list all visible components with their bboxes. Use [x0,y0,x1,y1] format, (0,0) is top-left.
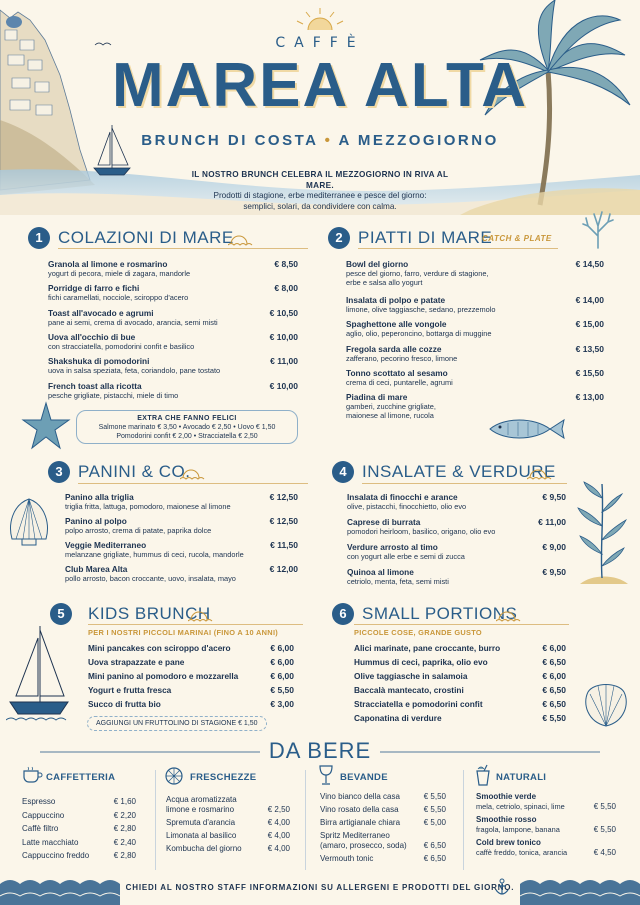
item-name: Succo di frutta bio [88,699,161,709]
shell-icon [6,495,52,555]
item-name: Uova strapazzate e pane [88,657,185,667]
section-title-piatti: PIATTI DI MARE [358,228,493,247]
drink-description: mela, cetriolo, spinaci, lime [476,801,565,811]
menu-item [346,368,453,387]
item-name: Quinoa al limone [347,567,414,577]
item-description: crema di ceci, puntarelle, agrumi [346,377,453,387]
drink-price: € 4,50 [593,847,616,857]
drink-name: Latte macchiato [22,837,79,847]
drinks-divider [463,770,464,870]
item-description: pesce del giorno, farro, verdure di stagione, [346,269,489,278]
drinks-title: DA BERE [268,738,372,763]
item-description: pesche grigliate, pistacchi, miele di timo [48,390,179,400]
drink-name: Limonata al basilico [166,830,237,840]
coffee-cup-icon [22,766,44,784]
item-name: Mini pancakes con sciroppo d'acero [88,643,231,653]
fish-icon [484,415,566,443]
page-title: MAREA ALTA [111,51,529,120]
intro-line-2: Prodotti di stagione, erbe mediterranee e pesce del giorno: [213,191,427,200]
item-description: yogurt di pecora, miele di zagara, mandorle [48,269,191,278]
item-price: € 3,00 [270,699,294,709]
item-price: € 12,50 [269,492,298,502]
menu-item [65,564,236,583]
item-price: € 15,00 [575,319,604,330]
drink-name: Spremuta d'arancia [166,817,236,827]
wave-sun-icon [527,466,553,480]
drink-name: Acqua aromatizzata [166,795,237,804]
item-name: Hummus di ceci, paprika, olio evo [354,657,488,667]
drink-price: € 4,00 [267,817,290,827]
item-name: Caprese di burrata [347,517,421,527]
menu-item [48,283,188,302]
drink-price: € 1,60 [113,797,136,806]
scallop-shell-icon [580,678,632,730]
item-description: fichi caramellati, nocciole, sciroppo d'acero [48,293,189,303]
section-number-4: 4 [332,461,354,483]
wave-sun-icon [228,232,254,246]
section-rule [78,483,308,484]
drink-price: € 5,50 [593,824,616,834]
item-description: pollo arrosto, bacon croccante, uovo, insalata, mayo [65,574,236,583]
item-name: Insalata di polpo e patate [346,295,446,305]
menu-item [65,492,231,511]
drink-price: € 2,50 [267,804,290,814]
item-name: Yogurt e frutta fresca [88,685,172,695]
item-name: Piadina di mare [346,392,408,403]
sailboat-icon [6,620,70,724]
drink-price: € 6,50 [423,853,446,863]
item-name: Insalata di finocchi e arance [347,492,458,502]
item-description: erbe e salsa allo yogurt [346,278,423,287]
drink-price: € 4,00 [267,843,290,853]
section-title-kids: KIDS BRUNCH [88,604,211,623]
item-price: € 6,00 [270,671,294,681]
drink-price: € 5,50 [423,805,446,814]
drink-price: € 2,40 [113,837,136,847]
item-price: € 12,50 [269,516,298,526]
drink-price: € 5,00 [423,818,446,827]
item-name: Spaghettone alle vongole [346,319,447,330]
item-name: Olive taggiasche in salamoia [354,671,468,681]
drink-name: Cappuccino [22,810,65,820]
menu-item [48,259,190,278]
drinks-cat-naturali: NATURALI [496,772,547,783]
wave-sun-icon [188,608,214,622]
drink-name: Kombucha del giorno [166,843,242,853]
item-price: € 9,00 [542,542,566,552]
menu-item [347,517,495,536]
item-price: € 10,00 [269,380,298,391]
item-description: gamberi, zucchine grigliate, [346,402,436,412]
menu-item [48,356,220,375]
section-rule [58,248,308,249]
item-price: € 13,00 [575,392,604,403]
item-price: € 5,50 [270,685,294,695]
menu-item [346,319,491,338]
section-title-small: SMALL PORTIONS [362,604,518,623]
item-price: € 9,50 [542,492,566,502]
item-price: € 8,00 [274,283,298,294]
menu-item [346,259,489,287]
brand-prefix: CAFFÈ [275,35,365,51]
menu-item [346,295,496,314]
drink-price: € 5,50 [593,801,616,811]
menu-item [347,542,465,561]
item-description: triglia fritta, lattuga, pomodoro, maionese al limone [65,502,231,511]
menu-item [48,381,178,400]
menu-item [48,332,194,351]
item-name: Fregola sarda alle cozze [346,343,442,354]
intro-line-3: semplici, solari, da condividere con calma. [243,201,397,211]
section-rule [362,483,567,484]
drink-price: € 2,20 [113,810,136,820]
section-number-5: 5 [50,603,72,625]
section-number-6: 6 [332,603,354,625]
item-price: € 9,50 [542,567,566,577]
menu-item [347,567,449,586]
drink-description: fragola, lampone, banana [476,824,560,834]
coral-icon [580,208,616,250]
item-price: € 6,00 [270,657,294,667]
drink-name: Smoothie verde [476,792,537,801]
item-name: Uova all'occhio di bue [48,331,136,342]
wine-glass-icon [318,764,334,786]
drink-name: Vino bianco della casa [320,792,400,801]
section-title-colazioni: COLAZIONI DI MARE [58,228,234,247]
item-name: Alici marinate, pane croccante, burro [354,643,501,653]
item-name: Club Marea Alta [65,564,128,574]
item-price: € 11,00 [538,517,566,527]
item-price: € 15,50 [575,367,604,378]
drink-description: caffè freddo, tonica, arancia [476,847,568,857]
item-price: € 13,50 [575,343,604,354]
drink-name: Cold brew tonico [476,838,541,847]
drink-name: Caffè filtro [22,824,59,833]
drink-name: Smoothie rosso [476,815,537,824]
subtitle-dot: • [324,132,333,149]
extras-box [76,410,298,444]
item-name: Tonno scottato al sesamo [346,367,448,378]
drinks-cat-bevande: BEVANDE [340,772,388,783]
menu-item [48,308,218,327]
menu-item [65,516,211,535]
page-subtitle [0,132,640,149]
anchor-icon [494,878,510,896]
item-price: € 14,00 [575,295,604,305]
subtitle-right: A MEZZOGIORNO [338,132,499,149]
footer-note: CHIEDI AL NOSTRO STAFF INFORMAZIONI SU ALLERGENI E PRODOTTI DEL GIORNO. [125,883,515,892]
drink-name: limone e rosmarino [166,804,235,814]
item-name: Verdure arrosto al timo [347,542,438,552]
wave-sun-icon [496,608,522,622]
drink-price: € 6,50 [423,840,446,850]
menu-item [346,392,436,420]
item-price: € 14,50 [575,259,604,269]
item-price: € 8,50 [274,259,298,269]
item-name: Toast all'avocado e agrumi [48,307,154,318]
item-price: € 6,00 [270,643,294,653]
section-number-2: 2 [328,227,350,249]
menu-item [347,492,466,511]
item-description: con stracciatella, pomodorini confit e basilico [48,341,195,351]
item-name: Stracciatella e pomodorini confit [354,699,483,709]
kids-addon-pill: AGGIUNGI UN FRUTTOLINO DI STAGIONE € 1,50 [87,716,267,731]
section-title-insalate: INSALATE & VERDURE [362,462,556,481]
drinks-divider [305,770,306,870]
drinks-cat-freschezze: FRESCHEZZE [190,772,257,783]
item-description: zafferano, pecorino fresco, limone [346,353,458,363]
section-rule [358,248,558,249]
section-rule [88,624,303,625]
item-price: € 11,00 [270,356,298,367]
drink-price: € 2,80 [113,824,136,833]
starfish-icon [20,400,72,452]
drink-price: € 4,00 [267,830,290,840]
seaweed-icon [572,478,632,590]
drink-price: € 5,50 [423,792,446,801]
section-subtitle-small: PICCOLE COSE, GRANDE GUSTO [354,628,482,637]
item-description: con yogurt alle erbe e semi di zucca [347,552,465,561]
drink-name: Vino rosato della casa [320,805,399,814]
drinks-cat-caffetteria: CAFFETTERIA [46,772,116,783]
sun-icon [297,8,343,30]
item-price: € 6,50 [542,699,566,709]
item-name: Granola al limone e rosmarino [48,259,168,269]
citrus-slice-icon [164,766,184,786]
item-name: Bowl del giorno [346,259,409,269]
item-name: Baccalà mantecato, crostini [354,685,464,695]
item-description: pane ai semi, crema di avocado, arancia, semi misti [48,317,218,327]
item-name: Mini panino al pomodoro e mozzarella [88,671,239,681]
item-description: pomodori heirloom, basilico, origano, olio evo [347,527,496,536]
menu-item [346,344,457,363]
item-description: maionese al limone, rucola [346,411,434,421]
extras-title: EXTRA CHE FANNO FELICI [137,415,237,422]
item-description: olive, pistacchi, finocchietto, olio evo [347,502,467,511]
item-price: € 6,50 [542,685,566,695]
item-description: aglio, olio, peperoncino, bottarga di muggine [346,329,492,339]
drinks-divider [155,770,156,870]
drink-price: € 2,80 [113,851,136,860]
item-name: Panino alla triglia [65,492,134,502]
item-name: Shakshuka di pomodorini [48,356,150,367]
section-subtitle-kids: PER I NOSTRI PICCOLI MARINAI (FINO A 10 ANNI) [88,628,279,637]
section-number-3: 3 [48,461,70,483]
item-price: € 11,50 [270,540,298,550]
item-name: Panino al polpo [65,516,127,526]
item-name: Veggie Mediterraneo [65,540,147,550]
item-description: polpo arrosto, crema di patate, paprika dolce [65,526,212,535]
drink-name: Birra artigianale chiara [320,818,401,827]
item-description: cetriolo, menta, feta, semi misti [347,577,449,586]
item-description: limone, olive taggiasche, sedano, prezzemolo [346,305,496,314]
drink-name: Vermouth tonic [320,853,374,863]
drink-name: Cappuccino freddo [22,851,90,860]
menu-item [65,540,244,559]
wave-sun-icon [180,466,206,480]
item-price: € 6,00 [542,643,566,653]
item-price: € 10,50 [269,307,298,318]
section-number-1: 1 [28,227,50,249]
section-title-panini: PANINI & CO. [78,462,191,481]
item-description: uova in salsa speziata, feta, coriandolo, pane tostato [48,366,221,376]
drink-name: (amaro, prosecco, soda) [320,840,407,850]
smoothie-glass-icon [474,764,492,786]
subtitle-left: BRUNCH DI COSTA [141,132,318,149]
item-price: € 12,00 [269,564,298,574]
item-price: € 5,50 [542,713,566,723]
item-name: French toast alla ricotta [48,380,142,391]
section-rule [354,624,569,625]
item-name: Caponatina di verdure [354,713,442,723]
item-price: € 6,00 [542,671,566,681]
drink-name: Espresso [22,797,56,806]
intro-text [180,170,460,212]
item-description: melanzane grigliate, hummus di ceci, rucola, mandorle [65,550,244,559]
item-price: € 6,50 [542,657,566,667]
item-name: Porridge di farro e fichi [48,283,140,294]
drink-name: Spritz Mediterraneo [320,831,390,840]
item-price: € 10,00 [269,331,298,342]
intro-bold: IL NOSTRO BRUNCH CELEBRA IL MEZZOGIORNO IN RIVA AL MARE. [191,170,449,190]
extras-line-1: Salmone marinato € 3,50 • Avocado € 2,50 • Uovo € 1,50 [98,424,276,431]
section-tag-catch: CATCH & PLATE [482,234,552,243]
extras-line-2: Pomodorini confit € 2,00 • Stracciatella € 2,50 [116,433,258,440]
